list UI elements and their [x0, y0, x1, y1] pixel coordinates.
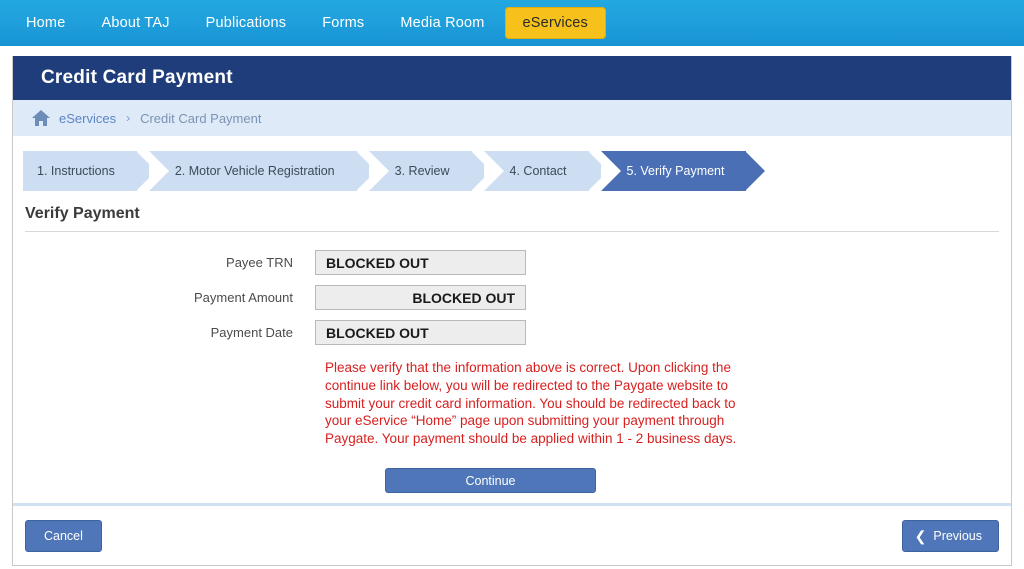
nav-item-forms[interactable]: Forms: [322, 15, 365, 31]
nav-item-eservices[interactable]: eServices: [505, 7, 606, 39]
breadcrumb-current: Credit Card Payment: [140, 110, 262, 126]
section-title: Verify Payment: [25, 205, 140, 222]
previous-button-label: Previous: [933, 528, 982, 543]
step-contact[interactable]: 4. Contact: [484, 151, 589, 191]
form-footer: [13, 503, 1011, 565]
breadcrumb-separator: ›: [126, 111, 131, 125]
cancel-button[interactable]: Cancel: [25, 520, 102, 552]
verification-warning-text: Please verify that the information above is correct. Upon clicking the continue link below, you will be redirected to the Paygate website to submit your credit card information. You should be redirected back to your eService “Home” page upon submitting your payment through Paygate. Your payment should be applied within 1 - 2 business days.: [325, 360, 737, 447]
value-payment-amount: BLOCKED OUT: [315, 285, 526, 310]
form-row-payment-date: [25, 320, 1011, 345]
step-instructions[interactable]: 1. Instructions: [23, 151, 137, 191]
breadcrumb: [13, 100, 1011, 137]
step-verify-payment[interactable]: 5. Verify Payment: [601, 151, 747, 191]
nav-item-publications[interactable]: Publications: [205, 15, 287, 31]
nav-item-home[interactable]: Home: [26, 15, 66, 31]
chevron-left-icon: ❮: [914, 527, 927, 544]
continue-button-wrapper: [385, 468, 1011, 493]
wizard-steps: [13, 151, 1011, 191]
label-payment-date: Payment Date: [210, 325, 293, 340]
section-divider: [25, 231, 999, 232]
continue-button[interactable]: Continue: [385, 468, 596, 493]
value-payee-trn: BLOCKED OUT: [315, 250, 526, 275]
previous-button[interactable]: [902, 520, 999, 552]
label-payee-trn: Payee TRN: [226, 255, 293, 270]
nav-item-media-room[interactable]: Media Room: [400, 15, 485, 31]
home-icon[interactable]: [31, 109, 51, 127]
form-row-payee-trn: [25, 250, 1011, 275]
top-navigation-bar: [0, 0, 1024, 46]
page-title: Credit Card Payment: [41, 67, 233, 88]
page-container: [12, 56, 1012, 566]
page-title-bar: [13, 56, 1011, 100]
value-payment-date: BLOCKED OUT: [315, 320, 526, 345]
nav-item-about-taj[interactable]: About TAJ: [101, 15, 170, 31]
step-motor-vehicle-registration[interactable]: 2. Motor Vehicle Registration: [149, 151, 357, 191]
step-review[interactable]: 3. Review: [369, 151, 472, 191]
breadcrumb-link-eservices[interactable]: eServices: [59, 110, 117, 126]
form-row-payment-amount: [25, 285, 1011, 310]
verify-payment-form: [13, 250, 1011, 493]
label-payment-amount: Payment Amount: [194, 290, 293, 305]
